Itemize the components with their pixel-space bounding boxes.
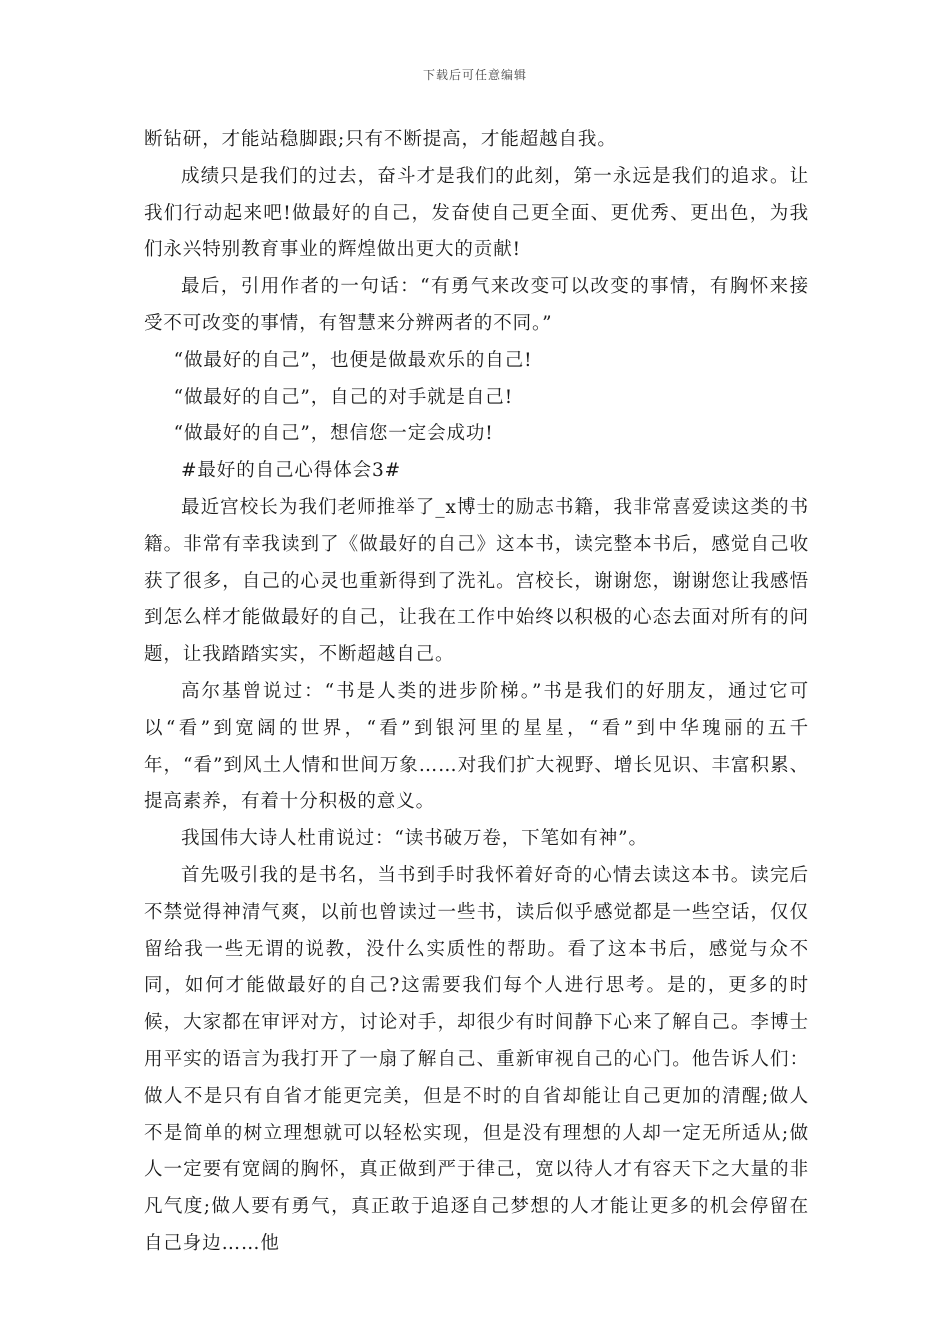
paragraph-author-quote: 最后，引用作者的一句话：“有勇气来改变可以改变的事情，有胸怀来接受不可改变的事情，有智慧来分辨两者的不同。” <box>144 276 809 334</box>
paragraph-continuation: 断钻研，才能站稳脚跟;只有不断提高，才能超越自我。 <box>144 129 617 150</box>
quote-line-happiest: “做最好的自己”，也便是做最欢乐的自己! <box>173 349 533 371</box>
document-body <box>144 122 809 1263</box>
section-heading: #最好的自己心得体会3# <box>181 460 402 482</box>
quote-line-success: “做最好的自己”，想信您一定会成功! <box>173 423 494 445</box>
paragraph-book-recommendation: 最近宫校长为我们老师推举了_x博士的励志书籍，我非常喜爱读这类的书籍。非常有幸我读到了《做最好的自己》这本书，读完整本书后，感觉自己收获了很多，自己的心灵也重新得到了洗礼。宫校长，谢谢您，谢谢您让我感悟到怎么样才能做最好的自己，让我在工作中始终以积极的心态去面对所有的问题，让我踏踏实实，不断超越自己。 <box>144 496 809 666</box>
paragraph-dufu-quote: 我国伟大诗人杜甫说过：“读书破万卷，下笔如有神”。 <box>181 828 648 850</box>
paragraph-book-title-reflection: 首先吸引我的是书名，当书到手时我怀着好奇的心情去读这本书。读完后不禁觉得神清气爽，以前也曾读过一些书，读后似乎感觉都是一些空话，仅仅留给我一些无谓的说教，没什么实质性的帮助。看了这本书后，感觉与众不同，如何才能做最好的自己?这需要我们每个人进行思考。是的，更多的时候，大家都在审评对方，讨论对手，却很少有时间静下心来了解自己。李博士用平实的语言为我打开了一扇了解自己、重新审视自己的心门。他告诉人们：做人不是只有自省才能更完美，但是不时的自省却能让自己更加的清醒;做人不是简单的树立理想就可以轻松实现，但是没有理想的人却一定无所适从;做人一定要有宽阔的胸怀，真正做到严于律己，宽以待人才有容天下之大量的非凡气度;做人要有勇气，真正敢于追逐自己梦想的人才能让更多的机会停留在自己身边……他 <box>144 864 809 1254</box>
quote-line-opponent: “做最好的自己”，自己的对手就是自己! <box>173 386 514 408</box>
page-header-note: 下载后可任意编辑 <box>422 68 527 82</box>
paragraph-gorky-quote: 高尔基曾说过：“书是人类的进步阶梯。”书是我们的好朋友，通过它可以“看”到宽阔的世界，“看”到银河里的星星，“看”到中华瑰丽的五千年，“看”到风土人情和世间万象……对我们扩大视野、增长见识、丰富积累、提高素养，有着十分积极的意义。 <box>144 680 809 813</box>
paragraph-achievement: 成绩只是我们的过去，奋斗才是我们的此刻，第一永远是我们的追求。让我们行动起来吧!做最好的自己，发奋使自己更全面、更优秀、更出色，为我们永兴特别教育事业的辉煌做出更大的贡献! <box>144 165 809 261</box>
